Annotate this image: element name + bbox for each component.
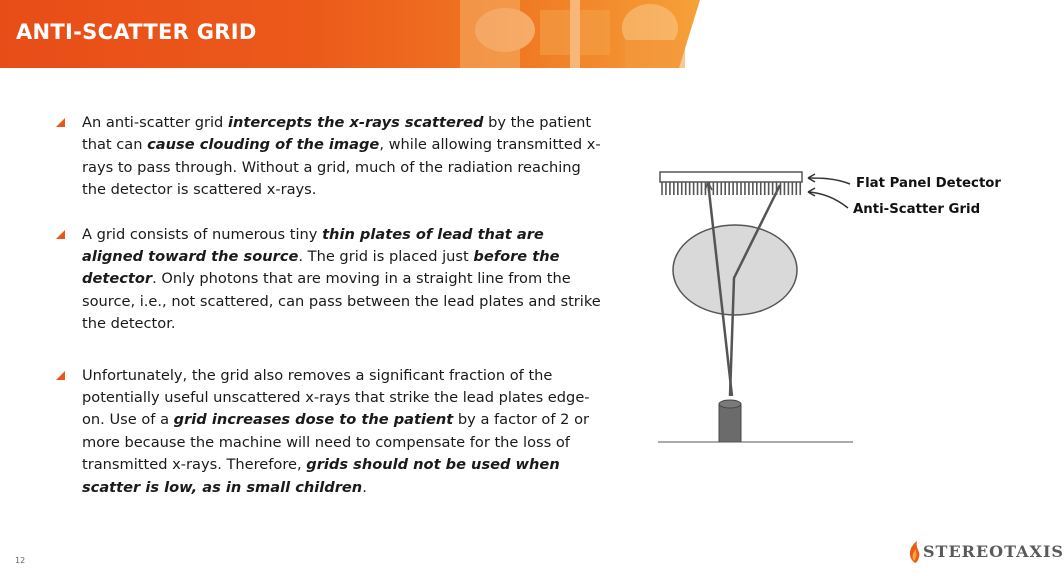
flat-panel-detector xyxy=(660,172,802,182)
page-title: ANTI-SCATTER GRID xyxy=(16,20,257,44)
patient-ellipse xyxy=(673,225,797,315)
bullet-text: A grid consists of numerous tiny thin plates of lead that are aligned toward the source. The grid is placed just before the detector. Only photons that are moving in a straight line from the source, i.e., not scattered, can pass between the lead plates and strike the detector. xyxy=(82,225,601,333)
bullet-text: An anti-scatter grid intercepts the x-rays scattered by the patient that can cause clouding of the image, while allowing transmitted x-rays to pass through. Without a grid, much of the radiation reaching the detector is scattered x-rays. xyxy=(82,114,601,199)
bullet-marker-icon xyxy=(56,230,65,239)
label-flat-panel-detector: Flat Panel Detector xyxy=(856,176,1001,191)
bullet-marker-icon xyxy=(56,371,65,380)
x-ray-source-top xyxy=(719,400,741,408)
label-anti-scatter-grid: Anti-Scatter Grid xyxy=(853,202,981,217)
header-robot-image xyxy=(420,0,710,68)
page-number: 12 xyxy=(15,556,26,565)
bullet-item xyxy=(56,224,601,336)
grid-pointer-arrow xyxy=(808,192,848,208)
bullet-list xyxy=(56,112,601,521)
bullet-text: Unfortunately, the grid also removes a significant fraction of the potentially useful unscattered x-rays that strike the lead plates edge-on. Use of a grid increases dose to the patient by a factor of 2 or more because the machine will need to compensate for the loss of transmitted x-rays. Therefore, grids should not be used when scatter is low, as in small children. xyxy=(82,366,590,496)
bullet-marker-icon xyxy=(56,118,65,127)
x-ray-source xyxy=(719,404,741,442)
anti-scatter-diagram xyxy=(650,160,860,450)
bullet-item xyxy=(56,365,601,499)
logo-text: STEREOTAXIS xyxy=(923,542,1064,561)
bullet-item xyxy=(56,112,601,202)
slide-header xyxy=(0,0,1024,68)
